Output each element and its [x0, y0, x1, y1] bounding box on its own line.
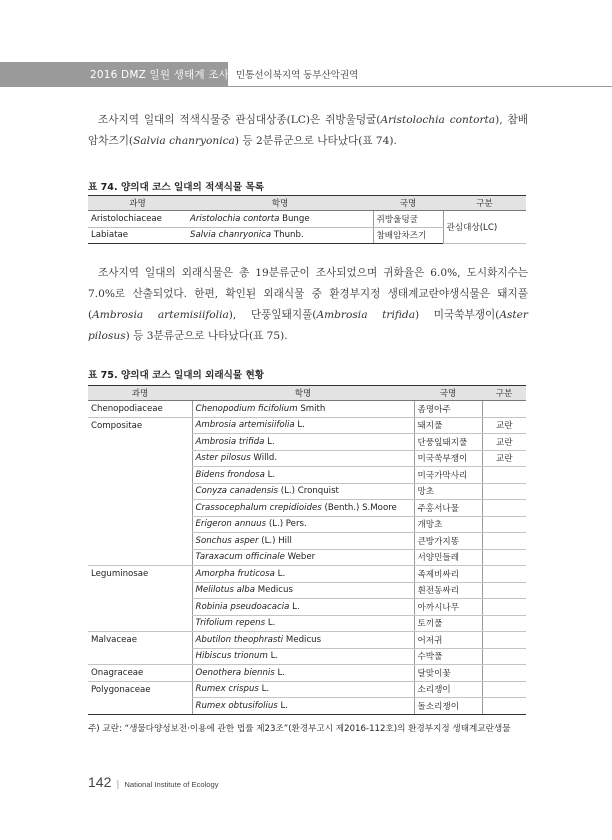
table75-caption: 표 75. 양의대 코스 일대의 외래식물 현황 — [88, 370, 265, 381]
scientific-cell: Conyza canadensis (L.) Cronquist — [192, 483, 414, 500]
header-category: 구분 — [482, 386, 526, 401]
table-red-list — [88, 195, 526, 244]
header-scientific: 학명 — [187, 196, 373, 211]
category-cell — [482, 681, 526, 698]
table-row — [88, 566, 526, 583]
page-number: 142 — [88, 774, 112, 790]
table-header-row — [88, 196, 526, 211]
korean-name-cell: 토끼풀 — [414, 615, 482, 632]
korean-name-cell: 개망초 — [414, 516, 482, 533]
korean-name-cell: 수박풀 — [414, 648, 482, 665]
category-cell: 교란 — [482, 450, 526, 467]
korean-name-cell: 돼지풀 — [414, 417, 482, 434]
family-cell: Leguminosae — [91, 569, 149, 579]
header-scientific: 학명 — [192, 386, 414, 401]
table-row — [88, 450, 526, 467]
category-cell: 관심대상(LC) — [443, 211, 526, 244]
korean-name-cell: 돌소리쟁이 — [414, 698, 482, 715]
category-cell — [482, 533, 526, 550]
category-cell — [482, 665, 526, 682]
table-row — [88, 516, 526, 533]
family-cell — [88, 648, 192, 665]
table-row — [88, 582, 526, 599]
family-cell — [88, 698, 192, 715]
table-row — [88, 632, 526, 649]
table-row — [88, 599, 526, 616]
family-cell: Chenopodiaceae — [88, 401, 192, 418]
table-row — [88, 211, 526, 228]
family-cell: Malvaceae — [91, 635, 137, 645]
korean-name-cell: 소리쟁이 — [414, 681, 482, 698]
header-korean: 국명 — [414, 386, 482, 401]
header-category: 구분 — [443, 196, 526, 211]
paragraph-invasive: 조사지역 일대의 외래식물은 총 19분류군이 조사되었으며 귀화율은 6.0%, 도시화지수는 7.0%로 산출되었다. 한편, 확인된 외래식물 중 환경부지정 생태계교란야생식물은 돼지풀(Ambrosia artemisiifolia), 단풍잎돼지풀(Ambrosia trifida) 미국쑥부쟁이(Aster pilosus) 등 3분류군으로 나타났다(표 75). — [88, 267, 528, 342]
family-cell — [88, 516, 192, 533]
table-row — [88, 681, 526, 698]
family-cell — [88, 615, 192, 632]
category-cell — [482, 698, 526, 715]
scientific-cell: Erigeron annuus (L.) Pers. — [192, 516, 414, 533]
korean-name-cell: 미국쑥부쟁이 — [414, 450, 482, 467]
scientific-cell: Abutilon theophrasti Medicus — [192, 632, 414, 649]
header-family: 과명 — [88, 196, 187, 211]
scientific-cell: Melilotus alba Medicus — [192, 582, 414, 599]
family-cell — [88, 533, 192, 550]
korean-name-cell: 망초 — [414, 483, 482, 500]
family-cell: Labiatae — [88, 227, 187, 244]
family-cell — [88, 549, 192, 566]
scientific-cell: Aristolochia contorta Bunge — [187, 211, 373, 228]
korean-name-cell: 단풍잎돼지풀 — [414, 434, 482, 451]
table-invasive-plants — [88, 385, 526, 715]
scientific-cell: Taraxacum officinale Weber — [192, 549, 414, 566]
category-cell — [482, 566, 526, 583]
category-cell — [482, 615, 526, 632]
table-row — [88, 665, 526, 682]
table74-caption: 표 74. 양의대 코스 일대의 적색식물 목록 — [88, 182, 265, 193]
table-row — [88, 533, 526, 550]
header-korean: 국명 — [373, 196, 443, 211]
family-cell — [88, 450, 192, 467]
table-row — [88, 698, 526, 715]
header-title: 2016 DMZ 일원 생태계 조사 — [90, 68, 230, 81]
table-row — [88, 401, 526, 418]
scientific-cell: Amorpha fruticosa L. — [192, 566, 414, 583]
scientific-cell: Trifolium repens L. — [192, 615, 414, 632]
scientific-cell: Oenothera biennis L. — [192, 665, 414, 682]
family-cell: Aristolochiaceae — [88, 211, 187, 228]
korean-name-cell: 큰방가지똥 — [414, 533, 482, 550]
family-cell — [88, 483, 192, 500]
category-cell — [482, 648, 526, 665]
scientific-cell: Rumex obtusifolius L. — [192, 698, 414, 715]
family-cell — [88, 467, 192, 484]
korean-name-cell: 미국가막사리 — [414, 467, 482, 484]
table-row — [88, 467, 526, 484]
header-title-block — [0, 62, 228, 86]
scientific-cell: Sonchus asper (L.) Hill — [192, 533, 414, 550]
korean-name-cell: 아까시나무 — [414, 599, 482, 616]
category-cell — [482, 582, 526, 599]
scientific-cell: Ambrosia artemisiifolia L. — [192, 417, 414, 434]
family-cell — [88, 599, 192, 616]
table-row — [88, 648, 526, 665]
korean-name-cell: 서양민들레 — [414, 549, 482, 566]
footer-separator: | — [116, 780, 120, 790]
table-row — [88, 483, 526, 500]
family-cell: Onagraceae — [88, 665, 192, 682]
category-cell — [482, 401, 526, 418]
header-rule — [0, 86, 612, 87]
category-cell: 교란 — [482, 417, 526, 434]
table-row — [88, 500, 526, 517]
category-cell — [482, 483, 526, 500]
header-subtitle: 민통선이북지역 동부산악권역 — [236, 70, 359, 81]
family-cell — [88, 582, 192, 599]
table-footnote: 주) 교란: “생물다양성보전·이용에 관한 법률 제23조”(환경부고시 제2016-112호)의 환경부지정 생태계교란생물 — [88, 724, 511, 734]
table-row — [88, 417, 526, 434]
korean-name-cell: 흰전동싸리 — [414, 582, 482, 599]
korean-name-cell: 주홍서나물 — [414, 500, 482, 517]
table-body — [88, 401, 526, 715]
korean-name-cell: 쥐방울덩굴 — [373, 211, 443, 228]
category-cell — [482, 467, 526, 484]
scientific-cell: Bidens frondosa L. — [192, 467, 414, 484]
family-cell: Polygonaceae — [91, 684, 151, 695]
category-cell: 교란 — [482, 434, 526, 451]
korean-name-cell: 족제비싸리 — [414, 566, 482, 583]
table-header-row — [88, 386, 526, 401]
korean-name-cell: 어저귀 — [414, 632, 482, 649]
scientific-cell: Chenopodium ficifolium Smith — [192, 401, 414, 418]
scientific-cell: Rumex crispus L. — [192, 681, 414, 698]
korean-name-cell: 좀명아주 — [414, 401, 482, 418]
korean-name-cell: 달맞이꽃 — [414, 665, 482, 682]
table-row — [88, 549, 526, 566]
scientific-cell: Hibiscus trionum L. — [192, 648, 414, 665]
page-footer — [88, 774, 219, 790]
paragraph-red-list: 조사지역 일대의 적색식물중 관심대상종(LC)은 쥐방울덩굴(Aristolochia contorta), 참배암차즈기(Salvia chanryonica) 등 2분류군으로 나타났다(표 74). — [88, 114, 528, 147]
table-row — [88, 434, 526, 451]
scientific-cell: Ambrosia trifida L. — [192, 434, 414, 451]
header-family: 과명 — [88, 386, 192, 401]
scientific-cell: Crassocephalum crepidioides (Benth.) S.Moore — [192, 500, 414, 517]
running-header — [0, 62, 612, 86]
category-cell — [482, 516, 526, 533]
table-row — [88, 615, 526, 632]
korean-name-cell: 참배암차즈기 — [373, 227, 443, 244]
family-cell: Compositae — [91, 420, 143, 431]
footer-organization: National Institute of Ecology — [124, 780, 219, 789]
scientific-cell: Robinia pseudoacacia L. — [192, 599, 414, 616]
family-cell — [88, 434, 192, 451]
category-cell — [482, 500, 526, 517]
family-cell — [88, 500, 192, 517]
scientific-cell: Salvia chanryonica Thunb. — [187, 227, 373, 244]
category-cell — [482, 632, 526, 649]
category-cell — [482, 599, 526, 616]
category-cell — [482, 549, 526, 566]
scientific-cell: Aster pilosus Willd. — [192, 450, 414, 467]
